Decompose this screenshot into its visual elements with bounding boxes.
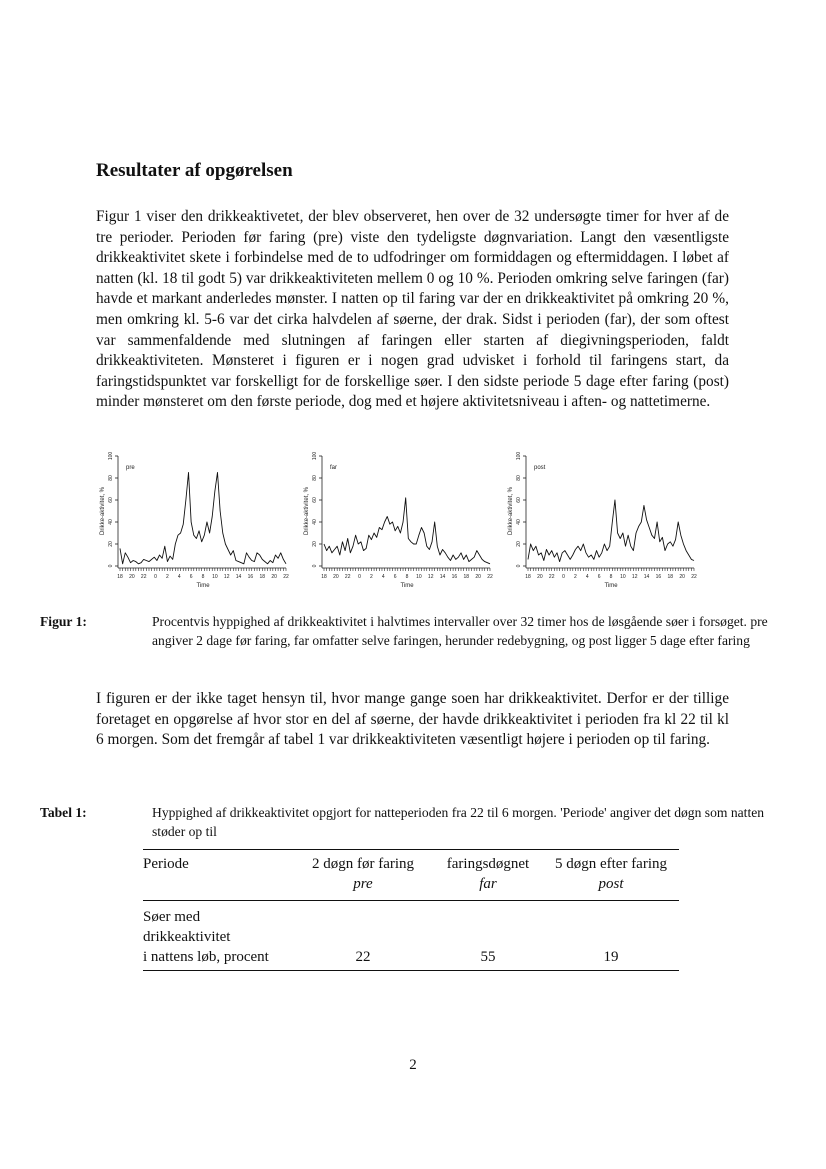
- x-tick-label: 18: [463, 574, 470, 580]
- x-tick-label: 22: [691, 574, 697, 580]
- x-tick-label: 12: [631, 574, 638, 580]
- y-tick-label: 80: [108, 475, 114, 481]
- y-tick-label: 60: [108, 497, 114, 503]
- x-tick-label: 22: [344, 574, 351, 580]
- x-tick-label: 22: [548, 574, 555, 580]
- y-tick-label: 0: [312, 564, 318, 568]
- y-tick-label: 100: [108, 451, 114, 461]
- chart-post-svg: [502, 448, 702, 598]
- table-header-periode: Periode: [143, 856, 189, 872]
- table-header-post: 5 døgn efter faring: [554, 856, 668, 872]
- figure-caption-label: Figur 1:: [40, 614, 87, 629]
- table-sub-far: far: [433, 874, 543, 901]
- x-tick-label: 10: [212, 574, 218, 580]
- y-tick-label: 0: [108, 564, 114, 568]
- table-value-far: 55: [433, 947, 543, 971]
- x-tick-label: 20: [129, 574, 135, 580]
- y-tick-label: 100: [516, 451, 522, 461]
- y-tick-label: 40: [516, 519, 522, 525]
- x-tick-label: 4: [585, 574, 589, 580]
- x-tick-label: 8: [609, 574, 613, 580]
- x-tick-label: 2: [574, 574, 577, 580]
- row-label-line-3: i nattens løb, procent: [143, 947, 293, 971]
- figure-caption-text: Procentvis hyppighed af drikkeaktivitet i halvtimes intervaller over 32 timer hos de løsgående søer i forsøget. pre angiver 2 dage før faring, far omfatter selve faringen, herunder redebygning, og post ligger 5 dage efter faring: [152, 614, 768, 648]
- y-tick-label: 20: [516, 541, 522, 547]
- y-tick-label: 100: [312, 451, 318, 461]
- y-tick-label: 20: [312, 541, 318, 547]
- x-tick-label: 14: [439, 574, 446, 580]
- table-header-pre: 2 døgn før faring: [311, 856, 415, 872]
- x-tick-label: 16: [451, 574, 458, 580]
- chart-panel-far: [298, 448, 498, 598]
- panel-label: post: [534, 465, 546, 471]
- y-tick-label: 80: [312, 475, 318, 481]
- chart-far-svg: [298, 448, 498, 598]
- y-axis-title: Drikke-aktivitet, %: [304, 486, 310, 536]
- y-tick-label: 60: [312, 497, 318, 503]
- results-table: [143, 850, 679, 971]
- x-tick-label: 20: [537, 574, 543, 580]
- series-line: [528, 500, 694, 562]
- x-tick-label: 14: [643, 574, 650, 580]
- table-value-pre: 22: [293, 947, 433, 971]
- table-sub-pre: pre: [293, 874, 433, 901]
- x-tick-label: 18: [667, 574, 674, 580]
- figure-caption: [40, 612, 792, 650]
- y-tick-label: 40: [108, 519, 114, 525]
- x-tick-label: 4: [381, 574, 385, 580]
- x-axis-title: Time: [400, 583, 414, 589]
- x-tick-label: 12: [223, 574, 230, 580]
- y-axis-title: Drikke-aktivitet, %: [100, 486, 106, 536]
- table-row-label-1: [143, 901, 679, 928]
- y-tick-label: 20: [108, 541, 114, 547]
- x-tick-label: 10: [416, 574, 422, 580]
- x-axis-title: Time: [196, 583, 210, 589]
- x-tick-label: 10: [620, 574, 626, 580]
- series-line: [324, 498, 490, 564]
- panel-label: pre: [126, 465, 135, 471]
- y-tick-label: 60: [516, 497, 522, 503]
- table-row-values: [143, 947, 679, 971]
- x-tick-label: 20: [333, 574, 339, 580]
- table-row-label-2: [143, 927, 679, 947]
- y-tick-label: 40: [312, 519, 318, 525]
- x-tick-label: 16: [247, 574, 254, 580]
- x-tick-label: 18: [259, 574, 266, 580]
- x-tick-label: 0: [562, 574, 565, 580]
- y-tick-label: 0: [516, 564, 522, 568]
- row-label-line-1: Søer med: [143, 909, 201, 925]
- table-subheader-row: [143, 874, 679, 901]
- x-tick-label: 4: [177, 574, 181, 580]
- table-sub-post: post: [543, 874, 679, 901]
- x-tick-label: 6: [189, 574, 193, 580]
- x-tick-label: 16: [655, 574, 662, 580]
- x-tick-label: 2: [370, 574, 373, 580]
- table-caption-text: Hyppighed af drikkeaktivitet opgjort for natteperioden fra 22 til 6 morgen. 'Periode' angiver det døgn som natten støder op til: [152, 805, 765, 839]
- table-header-far: faringsdøgnet: [446, 856, 530, 872]
- x-tick-label: 22: [283, 574, 289, 580]
- x-tick-label: 18: [321, 574, 327, 580]
- x-axis-title: Time: [604, 583, 618, 589]
- x-tick-label: 18: [525, 574, 531, 580]
- table-header-row: [143, 850, 679, 874]
- chart-panel-pre: [94, 448, 294, 598]
- x-tick-label: 2: [166, 574, 169, 580]
- y-axis-title: Drikke-aktivitet, %: [508, 486, 514, 536]
- chart-pre-svg: [94, 448, 294, 598]
- x-tick-label: 8: [201, 574, 205, 580]
- panel-label: far: [330, 465, 338, 471]
- section-heading: Resultater af opgørelsen: [96, 160, 293, 181]
- row-label-line-2: drikkeaktivitet: [143, 929, 231, 945]
- x-tick-label: 20: [271, 574, 277, 580]
- page-number: 2: [409, 1057, 417, 1073]
- x-tick-label: 6: [597, 574, 601, 580]
- x-tick-label: 0: [154, 574, 157, 580]
- x-tick-label: 18: [117, 574, 123, 580]
- x-tick-label: 14: [235, 574, 242, 580]
- body-paragraph-1: Figur 1 viser den drikkeaktivetet, der blev observeret, hen over de 32 undersøgte timer for hver af de tre perioder. Perioden før faring (pre) viste den tydeligste døgnvariation. Langt den væsentligste drikkeaktivitet skete i forbindelse med de to udfodringer om formiddagen og eftermiddagen. I løbet af natten (kl. 18 til godt 5) var drikkeaktiviteten mellem 0 og 10 %. Perioden omkring selve faringen (far) havde et markant anderledes mønster. I natten op til faring var der en drikkeaktivitet på omkring 20 %, men omkring kl. 5-6 var det cirka halvdelen af søerne, der drak. Sidst i perioden (far), der som oftest var sammenfaldende med slutningen af faringen eller starten af diegivningsperioden, faldt drikkeaktiviteten. Mønsteret i figuren er i nogen grad udvisket i forhold til faringens start, da faringstidspunktet var forskelligt for de forskellige søer. I den sidste periode 5 dage efter faring (post) minder mønsteret om den første periode, dog med et højere aktivitetsniveau i aften- og nattetimerne.: [96, 208, 729, 411]
- series-line: [120, 473, 286, 564]
- x-tick-label: 12: [427, 574, 434, 580]
- x-tick-label: 8: [405, 574, 409, 580]
- table-caption-label: Tabel 1:: [40, 805, 87, 820]
- x-tick-label: 22: [487, 574, 493, 580]
- x-tick-label: 0: [358, 574, 361, 580]
- x-tick-label: 6: [393, 574, 397, 580]
- y-tick-label: 80: [516, 475, 522, 481]
- table-value-post: 19: [543, 947, 679, 971]
- body-paragraph-2: I figuren er der ikke taget hensyn til, hvor mange gange soen har drikkeaktivitet. Derfor er der tillige foretaget en opgørelse af hvor stor en del af søerne, der havde drikkeaktivitet i perioden fra kl 22 til kl 6 morgen. Som det fremgår af tabel 1 var drikkeaktiviteten væsentligt højere i perioden op til faring.: [96, 690, 729, 749]
- x-tick-label: 22: [140, 574, 147, 580]
- table-caption: [40, 803, 792, 841]
- x-tick-label: 20: [475, 574, 481, 580]
- x-tick-label: 20: [679, 574, 685, 580]
- chart-panel-post: [502, 448, 702, 598]
